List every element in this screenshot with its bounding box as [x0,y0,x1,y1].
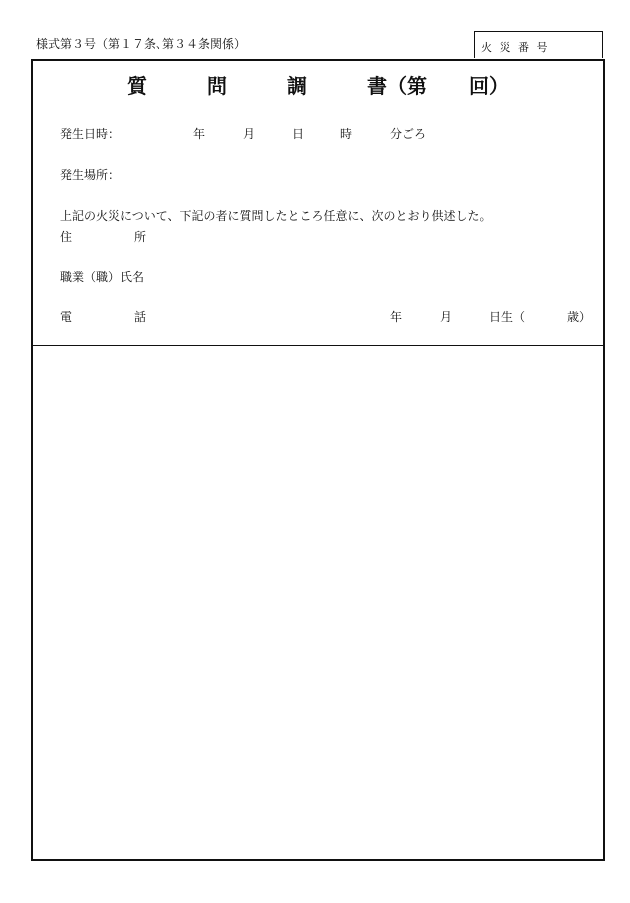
birth-day-unit: 日生（ [489,310,526,324]
occurrence-minute-unit: 分ごろ [390,127,427,141]
title-char-5: 回） [469,74,509,98]
form-number: 様式第３号（第１７条､第３４条関係） [36,37,247,51]
occurrence-hour-unit: 時 [340,127,353,141]
address-label-1: 住 [60,230,73,244]
title-char-4: 書（第 [367,74,427,98]
birth-month-unit: 月 [440,310,453,324]
fire-number-label: 火 災 番 号 [481,41,550,54]
phone-label-2: 話 [134,310,147,324]
occurrence-place-label: 発生場所： [60,168,121,182]
occurrence-month-unit: 月 [243,127,256,141]
birth-year-unit: 年 [390,310,403,324]
title-char-2: 問 [207,74,227,98]
title-char-3: 調 [287,74,307,98]
occurrence-datetime-label: 発生日時： [60,127,121,141]
statement-text: 上記の火災について、下記の者に質問したところ任意に、次のとおり供述した。 [60,209,492,223]
age-unit: 歳） [567,310,592,324]
address-label-2: 所 [134,230,147,244]
occurrence-day-unit: 日 [292,127,305,141]
section-divider [31,345,605,346]
title-char-1: 質 [127,74,147,98]
occurrence-year-unit: 年 [193,127,206,141]
occupation-name-label: 職業（職）氏名 [60,270,145,284]
phone-label-1: 電 [60,310,73,324]
